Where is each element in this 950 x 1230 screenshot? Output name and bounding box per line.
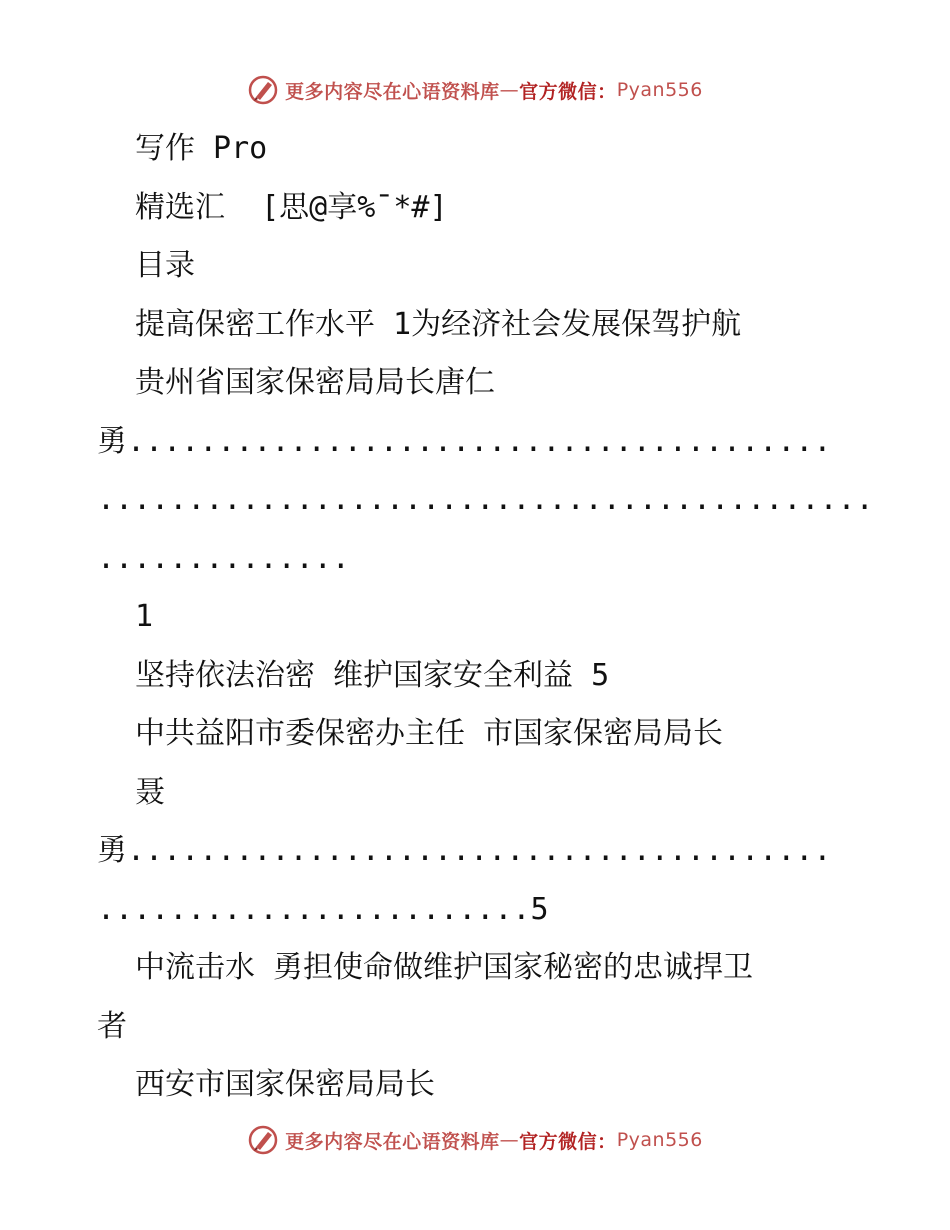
watermark-main-text: 更多内容尽在心语资料库 (285, 1130, 500, 1153)
toc-page-number: 1 (135, 599, 154, 634)
watermark-wechat-label: 官方微信： (519, 1130, 617, 1153)
toc-heading: 目录 (135, 248, 195, 283)
toc-entry-title-continued: 者 (97, 1008, 127, 1044)
pen-logo-icon (247, 1124, 279, 1156)
toc-entry-author: 西安市国家保密局局长 (135, 1067, 435, 1102)
doc-line: 写作 Pro (135, 131, 268, 166)
watermark-header (0, 70, 950, 110)
toc-entry-title: 中流击水 勇担使命做维护国家秘密的忠诚捍卫 (135, 950, 754, 985)
toc-entry-author: 聂 (135, 774, 165, 810)
toc-entry-title: 提高保密工作水平 1为经济社会发展保驾护航 (135, 306, 742, 342)
toc-leader-line: 勇....................................... (97, 423, 832, 459)
document-body (0, 120, 950, 1115)
watermark-wechat-label: 官方微信： (519, 80, 617, 103)
pen-logo-icon (247, 74, 279, 106)
watermark-separator: — (499, 1129, 520, 1151)
toc-leader-line: ........................5 (97, 891, 549, 927)
toc-leader-line: .............. (97, 540, 350, 576)
toc-entry-author: 贵州省国家保密局局长唐仁 (135, 365, 495, 400)
watermark-footer (0, 1120, 950, 1160)
toc-entry-title: 坚持依法治密 维护国家安全利益 5 (135, 657, 610, 693)
watermark-main-text: 更多内容尽在心语资料库 (285, 80, 500, 103)
doc-line: 精选汇 [思@享%¯*#] (135, 189, 448, 225)
toc-leader-line: 勇....................................... (97, 833, 832, 868)
toc-leader-line: ........................................... (97, 482, 874, 517)
watermark-wechat-id: Pyan556 (616, 1129, 703, 1151)
watermark-separator: — (499, 79, 520, 101)
watermark-wechat-id: Pyan556 (616, 79, 703, 101)
toc-entry-author: 中共益阳市委保密办主任 市国家保密局局长 (135, 716, 724, 751)
